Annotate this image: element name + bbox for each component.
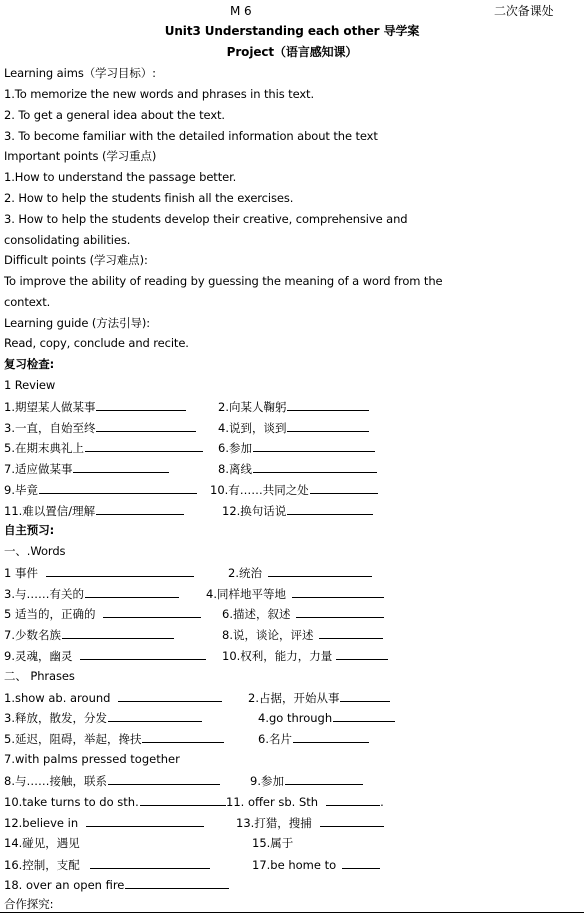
answer-blank[interactable] <box>86 815 204 827</box>
important-item: 3. How to help the students develop their creative, comprehensive and <box>4 212 408 226</box>
guide-text: Read, copy, conclude and recite. <box>4 336 189 350</box>
answer-blank[interactable] <box>285 773 363 785</box>
word-item: 3.与……有关的 <box>4 587 84 601</box>
phrase-item: 14.碰见，遇见 <box>4 836 80 850</box>
phrase-item: 18. over an open fire <box>4 878 125 892</box>
answer-blank[interactable] <box>287 420 369 432</box>
aims-item: 1.To memorize the new words and phrases in this text. <box>4 87 315 101</box>
phrase-item: 7.with palms pressed together <box>4 752 180 766</box>
answer-blank[interactable] <box>140 794 226 806</box>
review-item: 10.有……共同之处 <box>210 483 309 497</box>
answer-blank[interactable] <box>62 627 174 639</box>
answer-blank[interactable] <box>319 627 383 639</box>
answer-blank[interactable] <box>342 857 380 869</box>
phrase-item: 11. offer sb. Sth <box>226 795 319 809</box>
cooperate-heading: 合作探究: <box>4 897 54 911</box>
word-item: 7.少数名族 <box>4 628 61 642</box>
phrase-item: 12.believe in <box>4 816 79 830</box>
guide-heading: Learning guide (方法引导): <box>4 316 151 330</box>
review-item: 3.一直，自始至终 <box>4 421 96 435</box>
word-item: 6.描述，叙述 <box>222 607 291 621</box>
office-label: 二次备课处 <box>494 4 554 18</box>
review-item: 12.换句话说 <box>222 504 287 518</box>
answer-blank[interactable] <box>96 399 186 411</box>
answer-blank[interactable] <box>118 690 222 702</box>
answer-blank[interactable] <box>287 399 369 411</box>
phrase-item: 16.控制，支配 <box>4 858 80 872</box>
difficult-heading: Difficult points (学习难点): <box>4 253 148 267</box>
phrase-item: 17.be home to <box>252 858 337 872</box>
important-heading: Important points (学习重点) <box>4 149 157 163</box>
answer-blank[interactable] <box>108 773 220 785</box>
word-item: 4.同样地平等地 <box>206 587 286 601</box>
answer-blank[interactable] <box>336 648 388 660</box>
answer-blank[interactable] <box>253 461 377 473</box>
phrase-item: 8.与……接触，联系 <box>4 774 107 788</box>
difficult-item: To improve the ability of reading by guessing the meaning of a word from the <box>4 274 443 288</box>
subtitle: Project（语言感知课） <box>226 45 358 59</box>
answer-blank[interactable] <box>268 565 372 577</box>
answer-blank[interactable] <box>287 503 373 515</box>
phrase-item: 2.占据，开始从事 <box>248 691 340 705</box>
important-item: 2. How to help the students finish all the exercises. <box>4 191 294 205</box>
word-item: 8.说，谈论，评述 <box>222 628 314 642</box>
word-item: 1 事件 <box>4 566 38 580</box>
review-item: 11.难以置信/理解 <box>4 504 96 518</box>
word-item: 10.权利，能力，力量 <box>222 649 333 663</box>
answer-blank[interactable] <box>85 440 203 452</box>
answer-blank[interactable] <box>46 565 194 577</box>
phrase-item: 15.属于 <box>252 836 294 850</box>
answer-blank[interactable] <box>293 731 369 743</box>
difficult-item: context. <box>4 295 51 309</box>
page-divider <box>0 912 584 913</box>
module-label: M 6 <box>230 4 252 18</box>
important-item: 1.How to understand the passage better. <box>4 170 237 184</box>
answer-blank[interactable] <box>125 877 229 889</box>
answer-blank[interactable] <box>96 420 196 432</box>
review-item: 5.在期末典礼上 <box>4 441 84 455</box>
phrase-item: 4.go through <box>258 711 333 725</box>
phrase-item: 10.take turns to do sth. <box>4 795 139 809</box>
review-item: 1.期望某人做某事 <box>4 400 96 414</box>
answer-blank[interactable] <box>73 461 169 473</box>
preview-heading: 自主预习: <box>4 523 55 537</box>
answer-blank[interactable] <box>253 440 375 452</box>
phrase-item: 13.打猎，搜捕 <box>236 816 312 830</box>
answer-blank[interactable] <box>96 503 184 515</box>
aims-item: 3. To become familiar with the detailed information about the text <box>4 129 378 143</box>
review-subheading: 1 Review <box>4 378 56 392</box>
review-item: 9.毕竟 <box>4 483 38 497</box>
review-item: 7.适应做某事 <box>4 462 73 476</box>
answer-blank[interactable] <box>80 648 206 660</box>
answer-blank[interactable] <box>340 690 390 702</box>
phrase-item: 1.show ab. around <box>4 691 111 705</box>
phrase-item: 6.名片 <box>258 732 292 746</box>
answer-blank[interactable] <box>142 731 224 743</box>
review-item: 2.向某人鞠躬 <box>218 400 287 414</box>
phrase-item: 9.参加 <box>250 774 284 788</box>
answer-blank[interactable] <box>310 482 378 494</box>
word-item: 9.灵魂，幽灵 <box>4 649 73 663</box>
answer-blank[interactable] <box>292 586 384 598</box>
answer-blank[interactable] <box>333 710 395 722</box>
phrases-title: 二、 Phrases <box>4 669 75 683</box>
answer-blank[interactable] <box>39 482 197 494</box>
answer-blank[interactable] <box>326 794 380 806</box>
phrase-item: 3.释放，散发，分发 <box>4 711 107 725</box>
important-item: consolidating abilities. <box>4 233 131 247</box>
review-item: 4.说到，谈到 <box>218 421 287 435</box>
answer-blank[interactable] <box>103 606 201 618</box>
aims-item: 2. To get a general idea about the text. <box>4 108 225 122</box>
unit-title: Unit3 Understanding each other 导学案 <box>164 24 420 38</box>
review-item: 6.参加 <box>218 441 252 455</box>
answer-blank[interactable] <box>296 606 384 618</box>
phrase-item: 5.延迟，阻碍，举起，搀扶 <box>4 732 142 746</box>
word-item: 2.统治 <box>228 566 262 580</box>
review-heading: 复习检查: <box>4 357 55 371</box>
answer-blank[interactable] <box>85 586 179 598</box>
answer-blank[interactable] <box>90 857 210 869</box>
answer-blank[interactable] <box>108 710 202 722</box>
answer-blank[interactable] <box>320 815 384 827</box>
word-item: 5 适当的，正确的 <box>4 607 96 621</box>
words-title: 一、.Words <box>4 544 66 558</box>
review-item: 8.离线 <box>218 462 252 476</box>
aims-heading: Learning aims（学习目标）: <box>4 66 156 80</box>
